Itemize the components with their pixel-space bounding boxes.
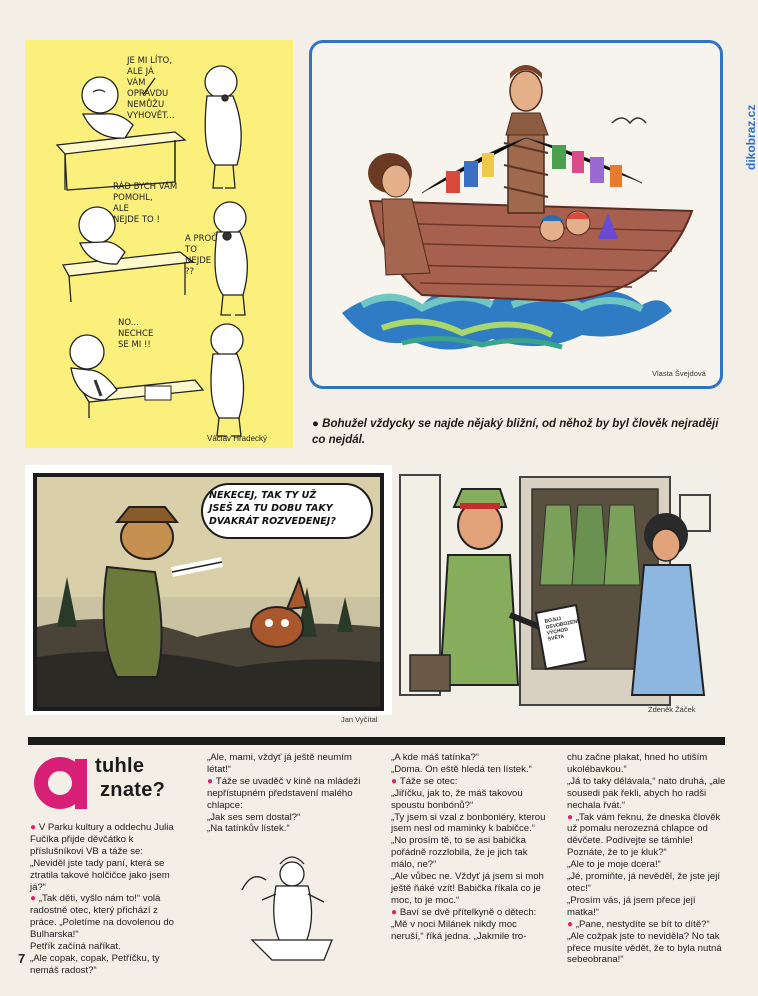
page-number: 7: [18, 951, 26, 966]
paragraph: „Mě v noci Milánek nikdy moc neruší,“ říká jedna. „Jakmile tro-: [391, 918, 527, 942]
paragraph: Táže se uvaděč v kině na mládeži nepřístupném představení malého chlapce:: [207, 775, 361, 811]
bullet-icon: ●: [391, 775, 400, 787]
small-cartoon: [232, 850, 352, 970]
paragraph: „Ale, mami, vždyť já ještě neumím létat!“: [207, 752, 352, 775]
paragraph: „Pane, nestydíte se bít to dítě?“: [575, 918, 710, 930]
bullet-icon: ●: [391, 906, 400, 918]
magenta-a-logo: [27, 741, 97, 815]
article-title-line1: tuhle: [95, 755, 145, 777]
panel2-speech-right: A PROČ TO NEJDE ??: [185, 234, 218, 277]
paragraph: Táže se otec:: [399, 775, 458, 787]
boat-caption: [312, 416, 732, 448]
comic-right-drawing: [400, 465, 725, 715]
boat-caption-text: Bohužel vždycky se najde nějaký bližní, od něhož by byl člověk nejraději co nejdál.: [312, 418, 719, 446]
boat-credit: Vlasta Švejdová: [652, 369, 706, 378]
paragraph: chu začne plakat, hned ho utiším ukolébavkou.“: [567, 752, 708, 775]
panel2-speech-left: RÁD BYCH VÁM POMOHL, ALE NEJDE TO !: [113, 182, 178, 225]
article-column-4: [567, 752, 727, 966]
comic-right-book-text: BOJUJ OSVOBOZENÍ VÝCHOD SVĚTA: [544, 615, 580, 643]
paragraph: V Parku kultury a oddechu Julia Fučíka přijde děvčátko k příslušníkovi VB a táže se:: [30, 822, 174, 857]
paragraph: „Doma. On eště hledá ten lístek.“: [391, 763, 532, 775]
comic-left-panel: [33, 473, 384, 711]
paragraph: „Jak ses sem dostal?“: [207, 811, 301, 823]
paragraph: „Neviděl jste tady paní, která se ztratila takové holčičce jako jsem já?“: [30, 857, 170, 893]
paragraph: „Prosím vás, já jsem přece její matka!“: [567, 894, 696, 918]
comic-left-credit: Jan Vyčítal: [341, 715, 378, 724]
cartoon-strip: [25, 40, 293, 448]
strip-credit: Václav Hradecký: [207, 434, 268, 443]
paragraph: „Já to taky dělávala,“ nato druhá, „ale sousedi pak řekli, abych ho radši nechala řvát.“: [567, 775, 726, 811]
panel1-speech: JE MI LÍTO, ALE JÁ VÁM OPRAVDU NEMŮŽU VYHOVĚT...: [127, 56, 175, 121]
paragraph: „A kde máš tatínka?“: [391, 752, 479, 763]
paragraph: „Jiříčku, jak to, že máš takovou spoustu bonbónů?“: [391, 787, 523, 811]
article-title-line2: znate?: [100, 779, 166, 801]
bullet-icon: ●: [207, 775, 216, 787]
bullet-icon: ●: [30, 822, 39, 833]
boat-illustration: [312, 43, 720, 386]
site-watermark: dikobraz.cz: [744, 104, 758, 170]
paragraph: Baví se dvě přítelkyně o dětech:: [399, 906, 537, 918]
article-column-3: [391, 752, 551, 943]
paragraph: „Ale vůbec ne. Vždyť já jsem si moh ještě ňáké vzít! Babička říkala co je moc, to je moc.“: [391, 871, 544, 906]
article-column-2: [207, 752, 367, 835]
bullet-icon: ●: [567, 918, 576, 930]
paragraph: „Na tatínkův lístek.“: [207, 823, 290, 835]
article-column-1: [30, 822, 180, 977]
section-divider: [28, 737, 725, 745]
panel3-speech: NO... NECHCE SE MI !!: [118, 318, 154, 350]
comic-right: [400, 465, 725, 715]
comic-left-speech: NEKECEJ, TAK TY UŽ JSEŠ ZA TU DOBU TAKY DVAKRÁT ROZVEDENEJ?: [209, 490, 336, 527]
paragraph: „No prosím tě, to se asi babička pořádně rozzlobila, že je jich tak málo, ne?“: [391, 835, 528, 871]
paragraph: „Tak vám řeknu, že dneska člověk už pomalu nerozezná chlapce od děvčete. Podívejte se támhle! Poznáte, že to je kluk?“: [567, 811, 721, 859]
boat-illustration-panel: [309, 40, 723, 389]
paragraph: „Ty jsem si vzal z bonboniéry, kterou jsem nesl od maminky k babičce.“: [391, 811, 546, 835]
paragraph: Petřík začíná naříkat.: [30, 941, 121, 953]
bullet-icon: ●: [30, 893, 39, 905]
comic-right-credit: Zdeněk Žáček: [648, 705, 696, 714]
paragraph: „Tak děti, vyšlo nám to!“ volá radostně otec, který přichází z práce. „Poletíme na dovolenou do Bulharska!“: [30, 893, 174, 941]
paragraph: „Ale copak, copak, Petříčku, ty nemáš radost?“: [30, 952, 160, 976]
comic-left: [25, 465, 392, 724]
bullet-icon: ●: [312, 418, 319, 430]
bullet-icon: ●: [567, 811, 576, 823]
paragraph: „Ale cožpak jste to neviděla? No tak přece musíte vědět, že to byla nutná sebeobrana!“: [567, 930, 722, 966]
paragraph: „Jé, promiňte, já nevěděl, že jste její otec!“: [567, 871, 721, 894]
paragraph: „Ale to je moje dcera!“: [567, 859, 661, 871]
